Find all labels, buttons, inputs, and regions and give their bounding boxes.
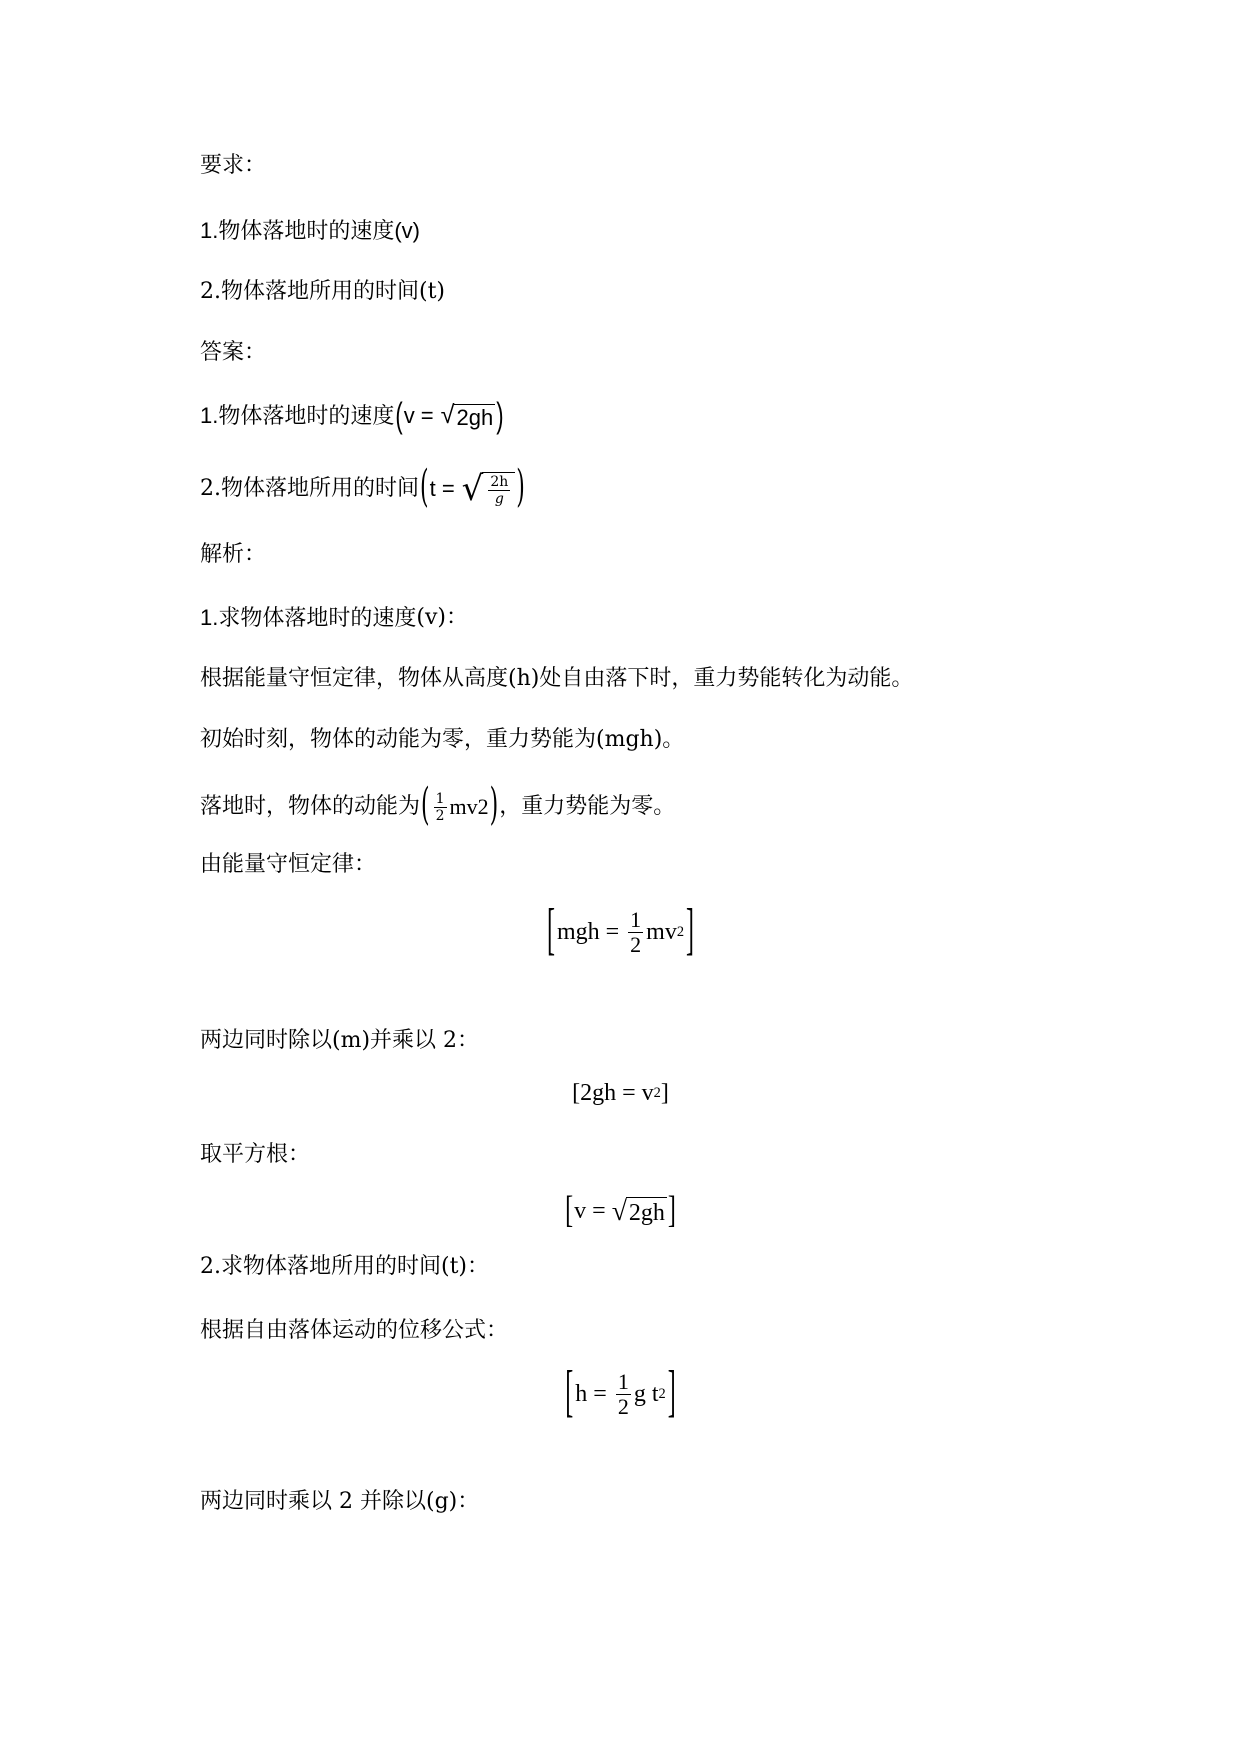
requirements-heading: 要求： (200, 153, 267, 178)
paragraph-initial-state: 初始时刻，物体的动能为零，重力势能为 (mgh) 。 (200, 727, 685, 752)
analysis-heading: 解析： (200, 542, 267, 567)
requirement-2: 2.物体落地所用的时间 (t) (200, 279, 446, 304)
paragraph-landing-state: 落地时，物体的动能为 ( $\frac{1}{2}$ mv 2 ) ，重力势能为零。 (200, 781, 676, 831)
paragraph-square-root: 取平方根： (200, 1142, 311, 1167)
paragraph-energy-conservation: 根据能量守恒定律，物体从高度 (h) 处自由落下时，重力势能转化为动能。 (200, 666, 914, 691)
equation-h: [ h = $\frac{1}{2}$ g t 2 ] (565, 1361, 676, 1424)
section-2-title: 2.求物体落地所用的时间 (t)： (200, 1254, 490, 1279)
answer-2: 2.物体落地所用的时间 ( t = √ $\frac{2h}{g}$ ) (200, 463, 525, 513)
paragraph-divide-m: 两边同时除以 (m) 并乘以 2： (200, 1028, 480, 1053)
paragraph-free-fall: 根据自由落体运动的位移公式： (200, 1318, 509, 1343)
section-1-title: 1.求物体落地时的速度 (v)： (200, 605, 468, 630)
paragraph-by-conservation: 由能量守恒定律： (200, 852, 377, 877)
sqrt-expression: √ 2gh (440, 401, 494, 430)
paragraph-multiply-divide: 两边同时乘以 2 并除以 (g) ： (200, 1489, 480, 1514)
answers-heading: 答案： (200, 340, 267, 365)
sqrt-fraction: √ $\frac{2h}{g}$ (462, 472, 516, 506)
requirement-1: 1.物体落地时的速度 (v) (200, 218, 421, 243)
equation-2gh: [2gh = v 2 ] (572, 1079, 669, 1106)
equation-v: [ v = √ 2gh ] (565, 1189, 676, 1231)
equation-mgh: [ mgh = $\frac{1}{2}$ mv 2 ] (546, 899, 695, 962)
answer-1: 1.物体落地时的速度 ( v = √ 2gh ) (200, 395, 504, 436)
